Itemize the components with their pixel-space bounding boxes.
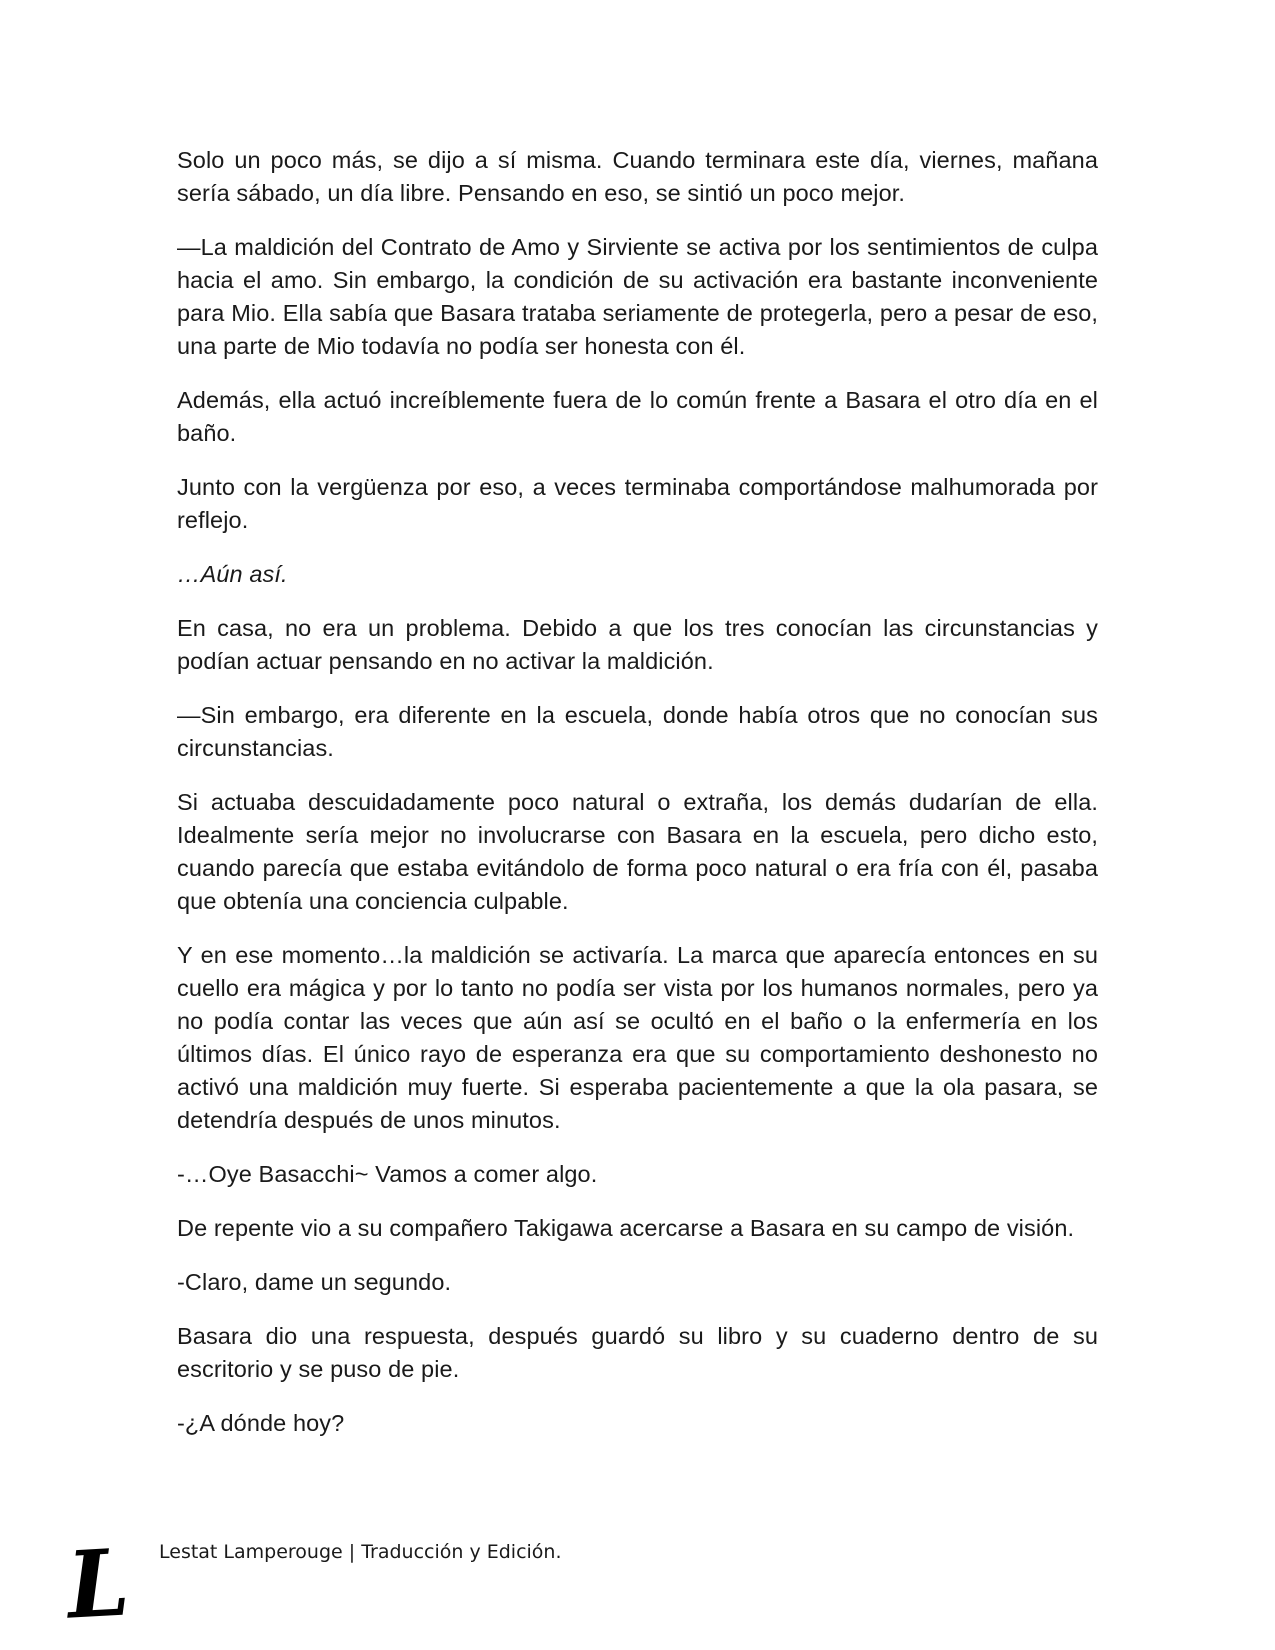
paragraph: Y en ese momento…la maldición se activaría. La marca que aparecía entonces en su cuello era mágica y por lo tanto no podía ser vista por los humanos normales, pero ya no podía contar las veces que aún así se ocultó en el baño o la enfermería en los últimos días. El único rayo de esperanza era que su comportamiento deshonesto no activó una maldición muy fuerte. Si esperaba pacientemente a que la ola pasara, se detendría después de unos minutos.	[177, 942, 1098, 1133]
paragraph: Basara dio una respuesta, después guardó su libro y su cuaderno dentro de su escritorio y se puso de pie.	[177, 1323, 1098, 1382]
paragraph: Además, ella actuó increíblemente fuera de lo común frente a Basara el otro día en el baño.	[177, 387, 1098, 446]
page-body	[177, 144, 1098, 1461]
paragraph: Junto con la vergüenza por eso, a veces terminaba comportándose malhumorada por reflejo.	[177, 474, 1098, 533]
paragraph: —Sin embargo, era diferente en la escuela, donde había otros que no conocían sus circunstancias.	[177, 702, 1098, 761]
paragraph: -¿A dónde hoy?	[177, 1410, 345, 1436]
paragraph: -Claro, dame un segundo.	[177, 1269, 452, 1295]
paragraph: —La maldición del Contrato de Amo y Sirviente se activa por los sentimientos de culpa hacia el amo. Sin embargo, la condición de su activación era bastante inconveniente para Mio. Ella sabía que Basara trataba seriamente de protegerla, pero a pesar de eso, una parte de Mio todavía no podía ser honesta con él.	[177, 234, 1098, 359]
footer-credit: Lestat Lamperouge | Traducción y Edición.	[159, 1541, 562, 1563]
translator-logo-icon: L	[64, 1528, 132, 1640]
paragraph: -…Oye Basacchi~ Vamos a comer algo.	[177, 1161, 598, 1187]
page-footer	[64, 1528, 766, 1640]
paragraph-italic: …Aún así.	[177, 561, 288, 587]
paragraph: Solo un poco más, se dijo a sí misma. Cuando terminara este día, viernes, mañana sería sábado, un día libre. Pensando en eso, se sintió un poco mejor.	[177, 147, 1098, 206]
paragraph: En casa, no era un problema. Debido a que los tres conocían las circunstancias y podían actuar pensando en no activar la maldición.	[177, 615, 1098, 674]
paragraph: Si actuaba descuidadamente poco natural o extraña, los demás dudarían de ella. Idealmente sería mejor no involucrarse con Basara en la escuela, pero dicho esto, cuando parecía que estaba evitándolo de forma poco natural o era fría con él, pasaba que obtenía una conciencia culpable.	[177, 789, 1098, 914]
paragraph: De repente vio a su compañero Takigawa acercarse a Basara en su campo de visión.	[177, 1215, 1075, 1241]
